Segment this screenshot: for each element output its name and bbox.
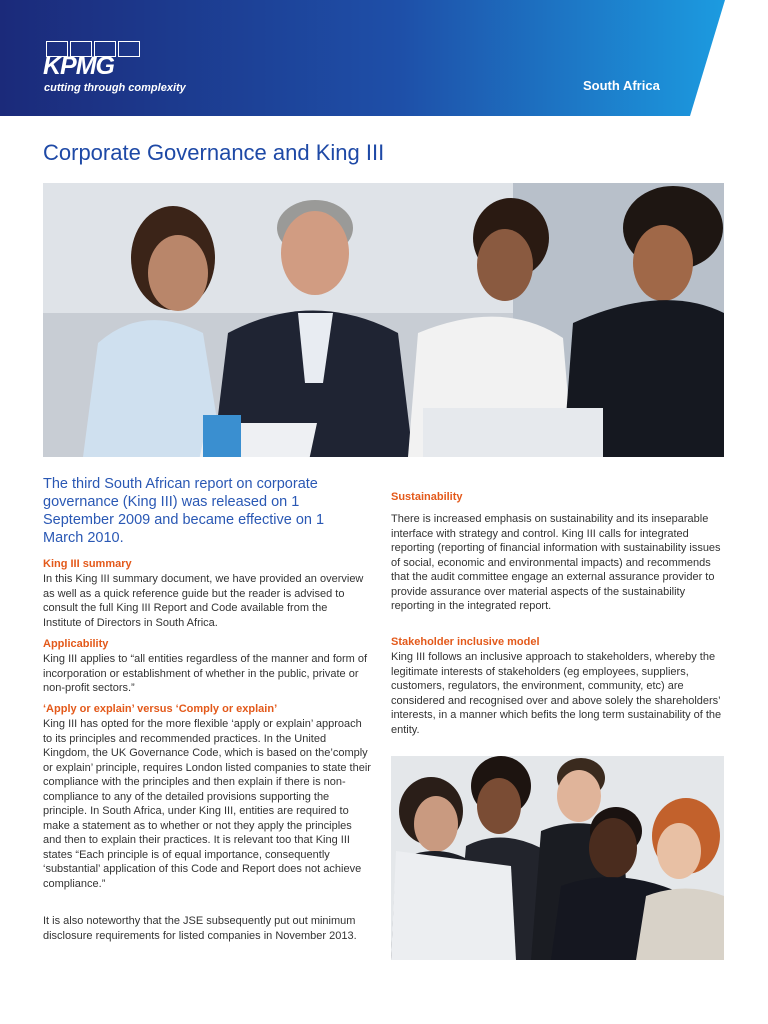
region-label: South Africa bbox=[583, 78, 660, 93]
heading-stakeholder-inclusive-model: Stakeholder inclusive model bbox=[391, 636, 540, 648]
heading-apply-or-explain: ‘Apply or explain’ versus ‘Comply or explain’ bbox=[43, 703, 278, 715]
header-banner bbox=[0, 0, 768, 116]
intro-paragraph: The third South African report on corporate governance (King III) was released on 1 September 2009 and became effective on 1 March 2010. bbox=[43, 476, 325, 546]
text-jse-disclosure: It is also noteworthy that the JSE subsequently put out minimum disclosure requirements for listed companies in November 2013. bbox=[43, 915, 357, 942]
text-apply-or-explain: King III has opted for the more flexible ‘apply or explain’ approach to its principles and recommended practices. In the United Kingdom, the UK Governance Code, which is based on the’comply or explain’ principle, requires London listed companies to state their compliance with the principles and then explain if there is non-compliance to any of the detailed provisions supporting the principle. In South Africa, under King III, entities are required to make a statement as to whether or not they apply the principles and then to explain their practices. It is relevant too that King III states “Each principle is of equal importance, consequently ‘substantial’ application of this Code and Report does not achieve compliance.” bbox=[43, 718, 371, 890]
banner-background bbox=[0, 0, 768, 116]
text-stakeholder-inclusive-model: King III follows an inclusive approach to stakeholders, whereby the legitimate interests of stakeholders (eg employees, suppliers, customers, regulators, the environment, community, etc) are considered and recognised over and above solely the shareholders’ interests, in a manner which befits the long term sustainability of the entity. bbox=[391, 651, 722, 736]
kpmg-logo: KPMG bbox=[43, 52, 114, 80]
logo-tagline: cutting through complexity bbox=[44, 82, 186, 94]
heading-king-iii-summary: King III summary bbox=[43, 558, 132, 570]
text-king-iii-summary: In this King III summary document, we have provided an overview as well as a quick reference guide but the reader is advised to consult the full King III Report and Code available from the Institute of Directors in South Africa. bbox=[43, 573, 364, 629]
document-title: Corporate Governance and King III bbox=[43, 140, 385, 165]
heading-applicability: Applicability bbox=[43, 638, 109, 650]
photo-business-team-bottom bbox=[391, 756, 724, 960]
text-sustainability: There is increased emphasis on sustainability and its inseparable interface with strategy and control. King III calls for integrated reporting (reporting of financial information with sustainability issues of social, economic and environmental impacts) and recommends that the audit committee engage an external assurance provider to provide assurance over material aspects of the sustainability reporting in the integrated report. bbox=[391, 513, 721, 612]
text-applicability: King III applies to “all entities regardless of the manner and form of incorporation or establishment of whether in the public, private or non-profit sectors.” bbox=[43, 653, 368, 694]
photo-business-team-top bbox=[43, 183, 724, 457]
heading-sustainability: Sustainability bbox=[391, 491, 463, 503]
